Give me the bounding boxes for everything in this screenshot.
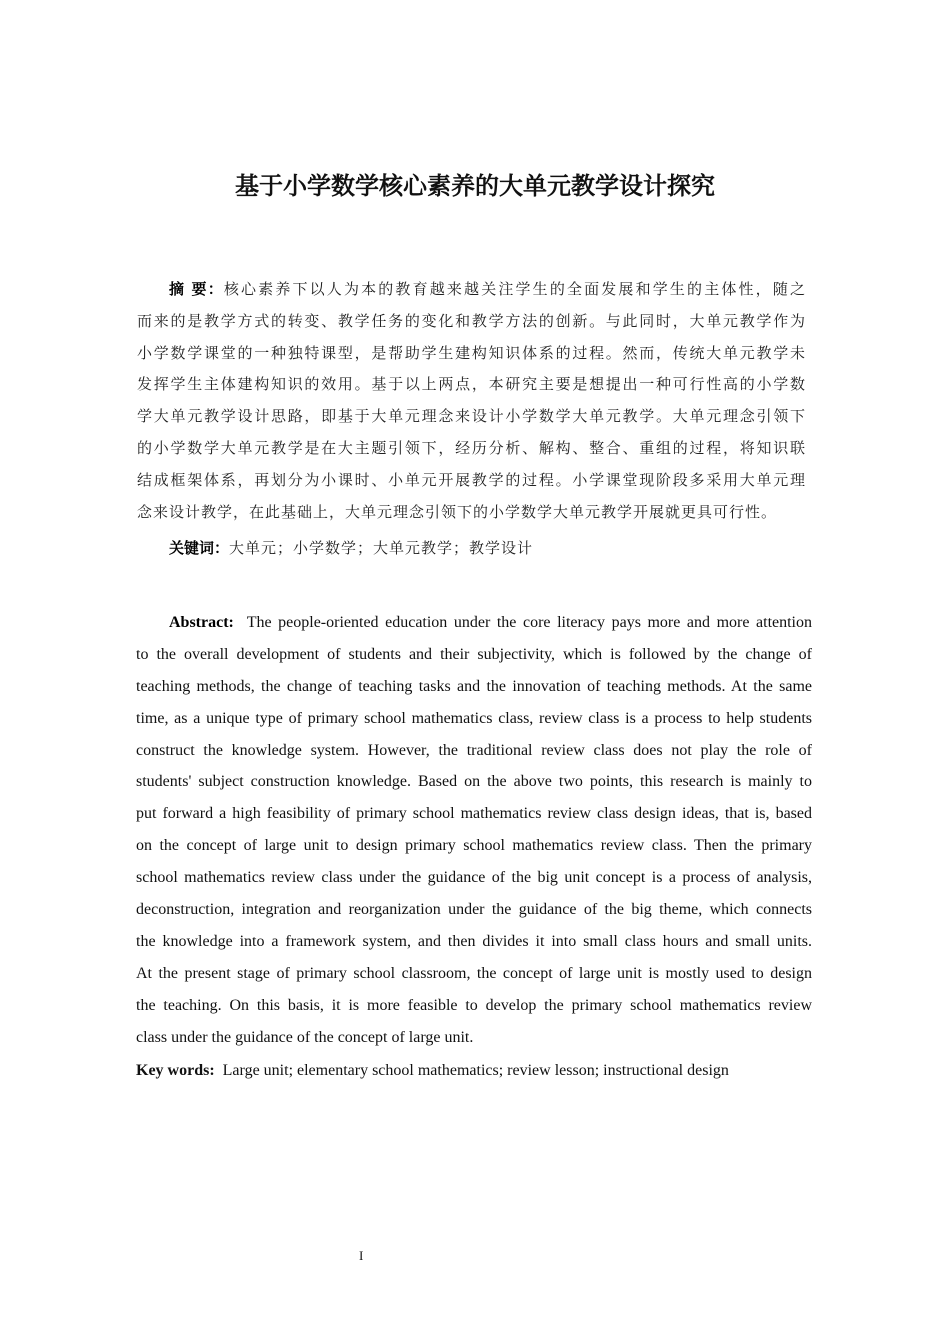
abstract-text: 而来的是教学方式的转变、教学任务的变化和教学方法的创新。与此同时，大单元教学作为 [137, 311, 806, 330]
abstract-line [137, 401, 806, 433]
abstract-text: 核心素养下以人为本的教育越来越关注学生的全面发展和学生的主体性，随之 [223, 280, 806, 298]
keywords-label: Key words: [136, 1062, 215, 1079]
abstract-text: 念来设计教学，在此基础上，大单元理念引领下的小学数学大单元教学开展就更具可行性。 [137, 502, 778, 521]
abstract-line [137, 274, 806, 306]
abstract-text: put forward a high feasibility of primary school mathematics review class design ideas, that is, based [136, 805, 812, 823]
abstract-text: the teaching. On this basis, it is more feasible to develop the primary school mathematics review [136, 996, 812, 1014]
abstract-line [137, 306, 806, 338]
chinese-abstract [137, 274, 806, 528]
abstract-text: construct the knowledge system. However, the traditional review class does not play the role of [136, 741, 812, 759]
abstract-line [136, 958, 812, 990]
abstract-line [136, 703, 812, 735]
page-number: I [359, 1248, 364, 1263]
abstract-line [136, 766, 812, 798]
abstract-line [136, 735, 812, 767]
chinese-keywords [169, 537, 533, 558]
abstract-line [136, 862, 812, 894]
abstract-text: 结成框架体系，再划分为小课时、小单元开展教学的过程。小学课堂现阶段多采用大单元理 [137, 470, 806, 489]
abstract-line [137, 369, 806, 401]
abstract-text: time, as a unique type of primary school mathematics class, review class is a process to help students [136, 709, 812, 727]
abstract-line [136, 671, 812, 703]
abstract-text: class under the guidance of the concept of large unit. [136, 1028, 474, 1046]
abstract-text: to the overall development of students and their subjectivity, which is followed by the change of [136, 645, 812, 663]
abstract-text: 学大单元教学设计思路，即基于大单元理念来设计小学数学大单元教学。大单元理念引领下 [137, 407, 806, 426]
abstract-line [136, 607, 812, 639]
document-title: 基于小学数学核心素养的大单元教学设计探究 [235, 172, 715, 200]
abstract-line [136, 798, 812, 830]
abstract-text: on the concept of large unit to design primary school mathematics review class. Then the primary [136, 837, 812, 855]
english-keywords [136, 1062, 729, 1080]
abstract-text: teaching methods, the change of teaching tasks and the innovation of teaching methods. At the same [136, 677, 812, 695]
abstract-text: the knowledge into a framework system, and then divides it into small class hours and small units. [136, 932, 812, 950]
abstract-line [137, 497, 806, 529]
abstract-line [136, 894, 812, 926]
abstract-line [136, 990, 812, 1022]
keywords-text: Large unit; elementary school mathematics; review lesson; instructional design [222, 1062, 729, 1079]
abstract-text: 的小学数学大单元教学是在大主题引领下，经历分析、解构、整合、重组的过程，将知识联 [137, 438, 806, 457]
abstract-label: Abstract: [169, 614, 234, 631]
abstract-text: students' subject construction knowledge. Based on the above two points, this research is mainly to [136, 773, 812, 791]
keywords-label: 关键词： [169, 539, 230, 557]
abstract-text: deconstruction, integration and reorganization under the guidance of the big theme, which connects [136, 901, 812, 919]
abstract-text: At the present stage of primary school classroom, the concept of large unit is mostly used to design [136, 964, 812, 982]
abstract-line [136, 639, 812, 671]
abstract-text: 小学数学课堂的一种独特课型，是帮助学生建构知识体系的过程。然而，传统大单元教学未 [137, 343, 806, 362]
abstract-label: 摘 要： [169, 280, 224, 298]
english-abstract [136, 607, 812, 1053]
abstract-line [137, 338, 806, 370]
abstract-text: The people-oriented education under the core literacy pays more and more attention [246, 614, 813, 631]
abstract-line [136, 1022, 812, 1054]
keywords-text: 大单元；小学数学；大单元教学；教学设计 [229, 539, 534, 557]
abstract-line [137, 465, 806, 497]
abstract-text: school mathematics review class under the guidance of the big unit concept is a process of analysis, [136, 869, 812, 887]
abstract-line [136, 926, 812, 958]
abstract-line [137, 433, 806, 465]
abstract-text: 发挥学生主体建构知识的效用。基于以上两点，本研究主要是想提出一种可行性高的小学数 [137, 375, 806, 394]
abstract-line [136, 830, 812, 862]
